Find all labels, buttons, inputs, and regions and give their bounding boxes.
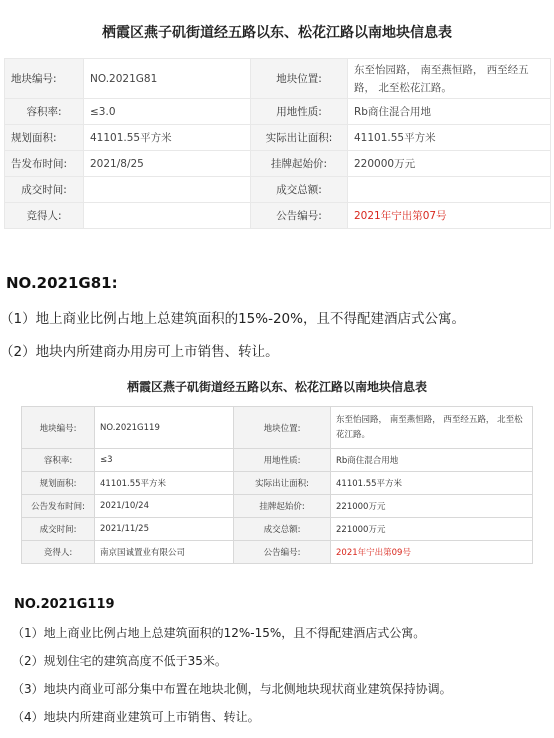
table-row — [22, 541, 533, 564]
table-row — [5, 203, 551, 229]
value-cell: ≤3.0 — [84, 99, 251, 125]
table-row — [5, 125, 551, 151]
table-row — [22, 518, 533, 541]
label-cell: 公告发布时间: — [22, 495, 95, 518]
label-cell: 成交时间: — [22, 518, 95, 541]
value-cell: 2021/8/25 — [84, 151, 251, 177]
label-cell: 地块编号: — [5, 59, 84, 99]
section2-item: （2）规划住宅的建筑高度不低于35米。 — [12, 654, 227, 668]
label-cell: 成交时间: — [5, 177, 84, 203]
section2-item: （1）地上商业比例占地上总建筑面积的12%-15%，且不得配建酒店式公寓。 — [12, 626, 426, 640]
value-cell: Rb商住混合用地 — [348, 99, 551, 125]
label-cell: 容积率: — [5, 99, 84, 125]
section1-heading: NO.2021G81: — [6, 274, 118, 292]
table2-title: 栖霞区燕子矶街道经五路以东、松花江路以南地块信息表 — [126, 380, 427, 394]
label-cell: 容积率: — [22, 449, 95, 472]
label-cell: 实际出让面积: — [234, 472, 331, 495]
value-cell: 221000万元 — [331, 518, 533, 541]
value-cell: 南京国诚置业有限公司 — [95, 541, 234, 564]
info-table-1 — [4, 58, 551, 229]
info-table-2 — [21, 406, 533, 564]
label-cell: 地块位置: — [251, 59, 348, 99]
value-cell: NO.2021G81 — [84, 59, 251, 99]
value-cell — [348, 177, 551, 203]
table-row — [5, 151, 551, 177]
table-row — [22, 407, 533, 449]
value-cell: 221000万元 — [331, 495, 533, 518]
value-cell: NO.2021G119 — [95, 407, 234, 449]
info-panel-1 — [0, 0, 554, 262]
table-row — [22, 495, 533, 518]
label-cell: 成交总额: — [234, 518, 331, 541]
label-cell: 实际出让面积: — [251, 125, 348, 151]
section1-item: （2）地块内所建商办用房可上市销售、转让。 — [0, 344, 279, 360]
label-cell: 规划面积: — [5, 125, 84, 151]
label-cell: 用地性质: — [234, 449, 331, 472]
label-cell: 公告编号: — [234, 541, 331, 564]
value-cell: 41101.55平方米 — [84, 125, 251, 151]
label-cell: 竞得人: — [5, 203, 84, 229]
table-row — [5, 99, 551, 125]
label-cell: 规划面积: — [22, 472, 95, 495]
label-cell: 成交总额: — [251, 177, 348, 203]
announcement-number: 2021年宁出第07号 — [348, 203, 551, 229]
section2-item: （4）地块内所建商业建筑可上市销售、转让。 — [12, 710, 260, 724]
value-cell: 41101.55平方米 — [95, 472, 234, 495]
value-cell: 东至怡园路， 南至燕恒路， 西至经五路， 北至松花江路。 — [331, 407, 533, 449]
value-cell: 220000万元 — [348, 151, 551, 177]
table-row — [22, 449, 533, 472]
value-cell: Rb商住混合用地 — [331, 449, 533, 472]
label-cell: 地块位置: — [234, 407, 331, 449]
value-cell: 东至怡园路， 南至燕恒路， 西至经五路， 北至松花江路。 — [348, 59, 551, 99]
section2-heading: NO.2021G119 — [14, 597, 115, 612]
value-cell: 2021/10/24 — [95, 495, 234, 518]
announcement-number: 2021年宁出第09号 — [331, 541, 533, 564]
value-cell: 41101.55平方米 — [331, 472, 533, 495]
label-cell: 竞得人: — [22, 541, 95, 564]
label-cell: 挂牌起始价: — [234, 495, 331, 518]
value-cell: ≤3 — [95, 449, 234, 472]
section1-item: （1）地上商业比例占地上总建筑面积的15%-20%，且不得配建酒店式公寓。 — [0, 311, 465, 327]
label-cell: 公告编号: — [251, 203, 348, 229]
label-cell: 地块编号: — [22, 407, 95, 449]
table-row — [5, 59, 551, 99]
value-cell: 41101.55平方米 — [348, 125, 551, 151]
label-cell: 挂牌起始价: — [251, 151, 348, 177]
section2-item: （3）地块内商业可部分集中布置在地块北侧，与北侧地块现状商业建筑保持协调。 — [12, 682, 452, 696]
value-cell: 2021/11/25 — [95, 518, 234, 541]
table1-title: 栖霞区燕子矶街道经五路以东、松花江路以南地块信息表 — [102, 25, 452, 41]
table-row — [22, 472, 533, 495]
label-cell: 告发布时间: — [5, 151, 84, 177]
value-cell — [84, 203, 251, 229]
table-row — [5, 177, 551, 203]
label-cell: 用地性质: — [251, 99, 348, 125]
value-cell — [84, 177, 251, 203]
